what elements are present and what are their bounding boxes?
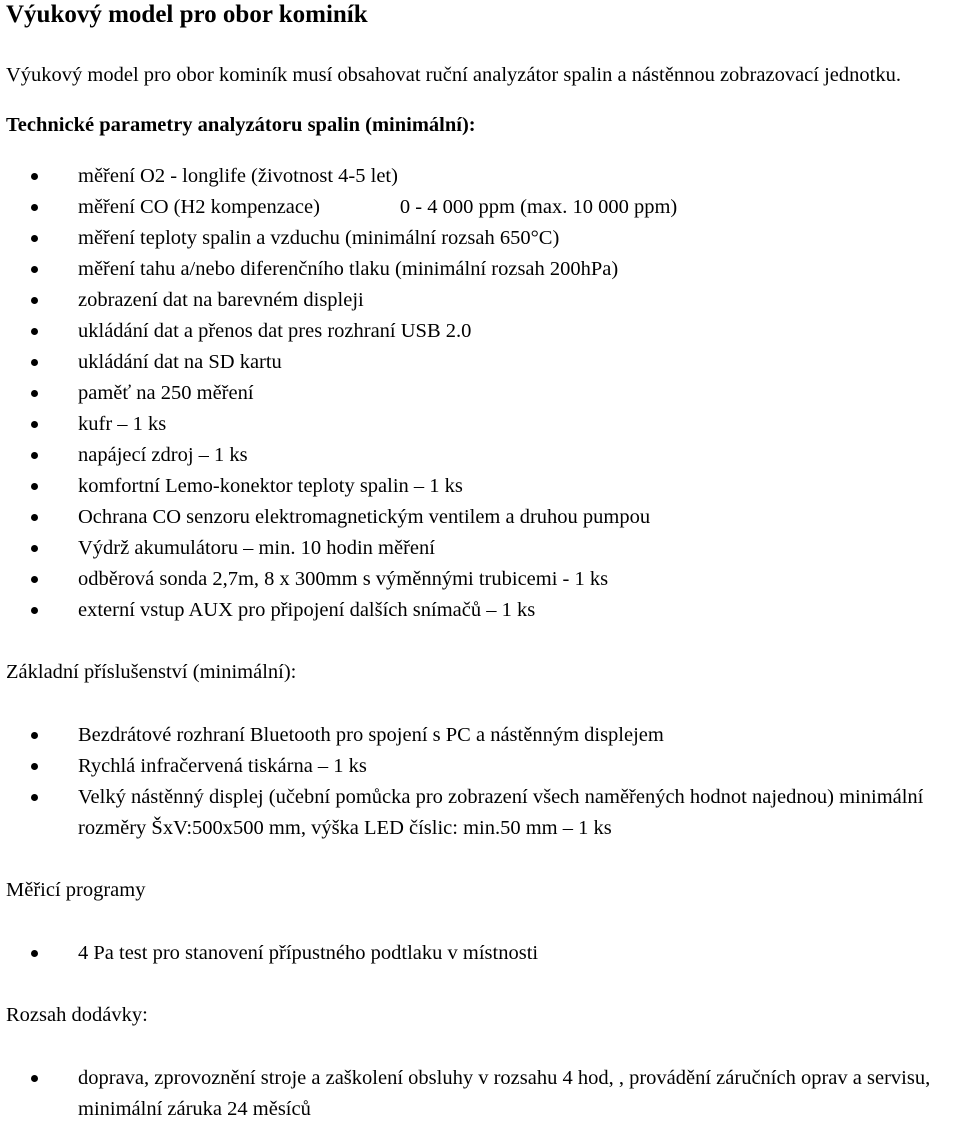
- bullet-icon: [31, 763, 38, 770]
- intro-paragraph: Výukový model pro obor kominík musí obsahovat ruční analyzátor spalin a nástěnnou zobrazovací jednotku.: [6, 64, 901, 86]
- bullet-icon: [31, 204, 38, 211]
- list-item: měření tahu a/nebo diferenčního tlaku (minimální rozsah 200hPa): [6, 254, 954, 285]
- co-range: 0 - 4 000 ppm (max. 10 000 ppm): [399, 196, 678, 218]
- list-item: Velký nástěnný displej (učební pomůcka pro zobrazení všech naměřených hodnot najednou) minimální rozměry ŠxV:500x500 mm, výška LED číslic: min.50 mm – 1 ks: [6, 782, 954, 844]
- list-item: zobrazení dat na barevném displeji: [6, 285, 954, 316]
- bullet-icon: [31, 732, 38, 739]
- delivery-list: [6, 1063, 954, 1125]
- bullet-icon: [31, 328, 38, 335]
- accessories-list: [6, 720, 954, 844]
- tech-params-heading: Technické parametry analyzátoru spalin (minimální):: [6, 114, 476, 136]
- bullet-icon: [31, 607, 38, 614]
- list-item: měření CO (H2 kompenzace) 0 - 4 000 ppm (max. 10 000 ppm): [6, 192, 954, 223]
- bullet-icon: [31, 1075, 38, 1082]
- list-item: měření teploty spalin a vzduchu (minimální rozsah 650°C): [6, 223, 954, 254]
- bullet-icon: [31, 421, 38, 428]
- list-item: Rychlá infračervená tiskárna – 1 ks: [6, 751, 954, 782]
- list-item: měření O2 - longlife (životnost 4-5 let): [6, 161, 954, 192]
- bullet-icon: [31, 235, 38, 242]
- list-item: paměť na 250 měření: [6, 378, 954, 409]
- programs-list: [6, 938, 954, 969]
- list-item: doprava, zprovoznění stroje a zaškolení obsluhy v rozsahu 4 hod, , provádění záručních oprav a servisu, minimální záruka 24 měsíců: [6, 1063, 954, 1125]
- list-item: Bezdrátové rozhraní Bluetooth pro spojení s PC a nástěnným displejem: [6, 720, 954, 751]
- list-item: ukládání dat na SD kartu: [6, 347, 954, 378]
- list-item: napájecí zdroj – 1 ks: [6, 440, 954, 471]
- bullet-icon: [31, 297, 38, 304]
- delivery-heading: Rozsah dodávky:: [6, 1004, 148, 1026]
- document-title: Výukový model pro obor kominík: [6, 1, 368, 28]
- list-item: komfortní Lemo-konektor teploty spalin – 1 ks: [6, 471, 954, 502]
- bullet-icon: [31, 359, 38, 366]
- tech-params-list: [6, 161, 954, 626]
- list-item: Výdrž akumulátoru – min. 10 hodin měření: [6, 533, 954, 564]
- bullet-icon: [31, 452, 38, 459]
- bullet-icon: [31, 483, 38, 490]
- bullet-icon: [31, 514, 38, 521]
- programs-heading: Měřicí programy: [6, 879, 146, 901]
- bullet-icon: [31, 173, 38, 180]
- list-item: 4 Pa test pro stanovení přípustného podtlaku v místnosti: [6, 938, 954, 969]
- list-item: kufr – 1 ks: [6, 409, 954, 440]
- bullet-icon: [31, 390, 38, 397]
- bullet-icon: [31, 576, 38, 583]
- bullet-icon: [31, 545, 38, 552]
- bullet-icon: [31, 794, 38, 801]
- accessories-heading: Základní příslušenství (minimální):: [6, 661, 297, 683]
- list-item: odběrová sonda 2,7m, 8 x 300mm s výměnnými trubicemi - 1 ks: [6, 564, 954, 595]
- list-item: externí vstup AUX pro připojení dalších snímačů – 1 ks: [6, 595, 954, 626]
- list-item: ukládání dat a přenos dat pres rozhraní USB 2.0: [6, 316, 954, 347]
- list-item: Ochrana CO senzoru elektromagnetickým ventilem a druhou pumpou: [6, 502, 954, 533]
- bullet-icon: [31, 266, 38, 273]
- bullet-icon: [31, 950, 38, 957]
